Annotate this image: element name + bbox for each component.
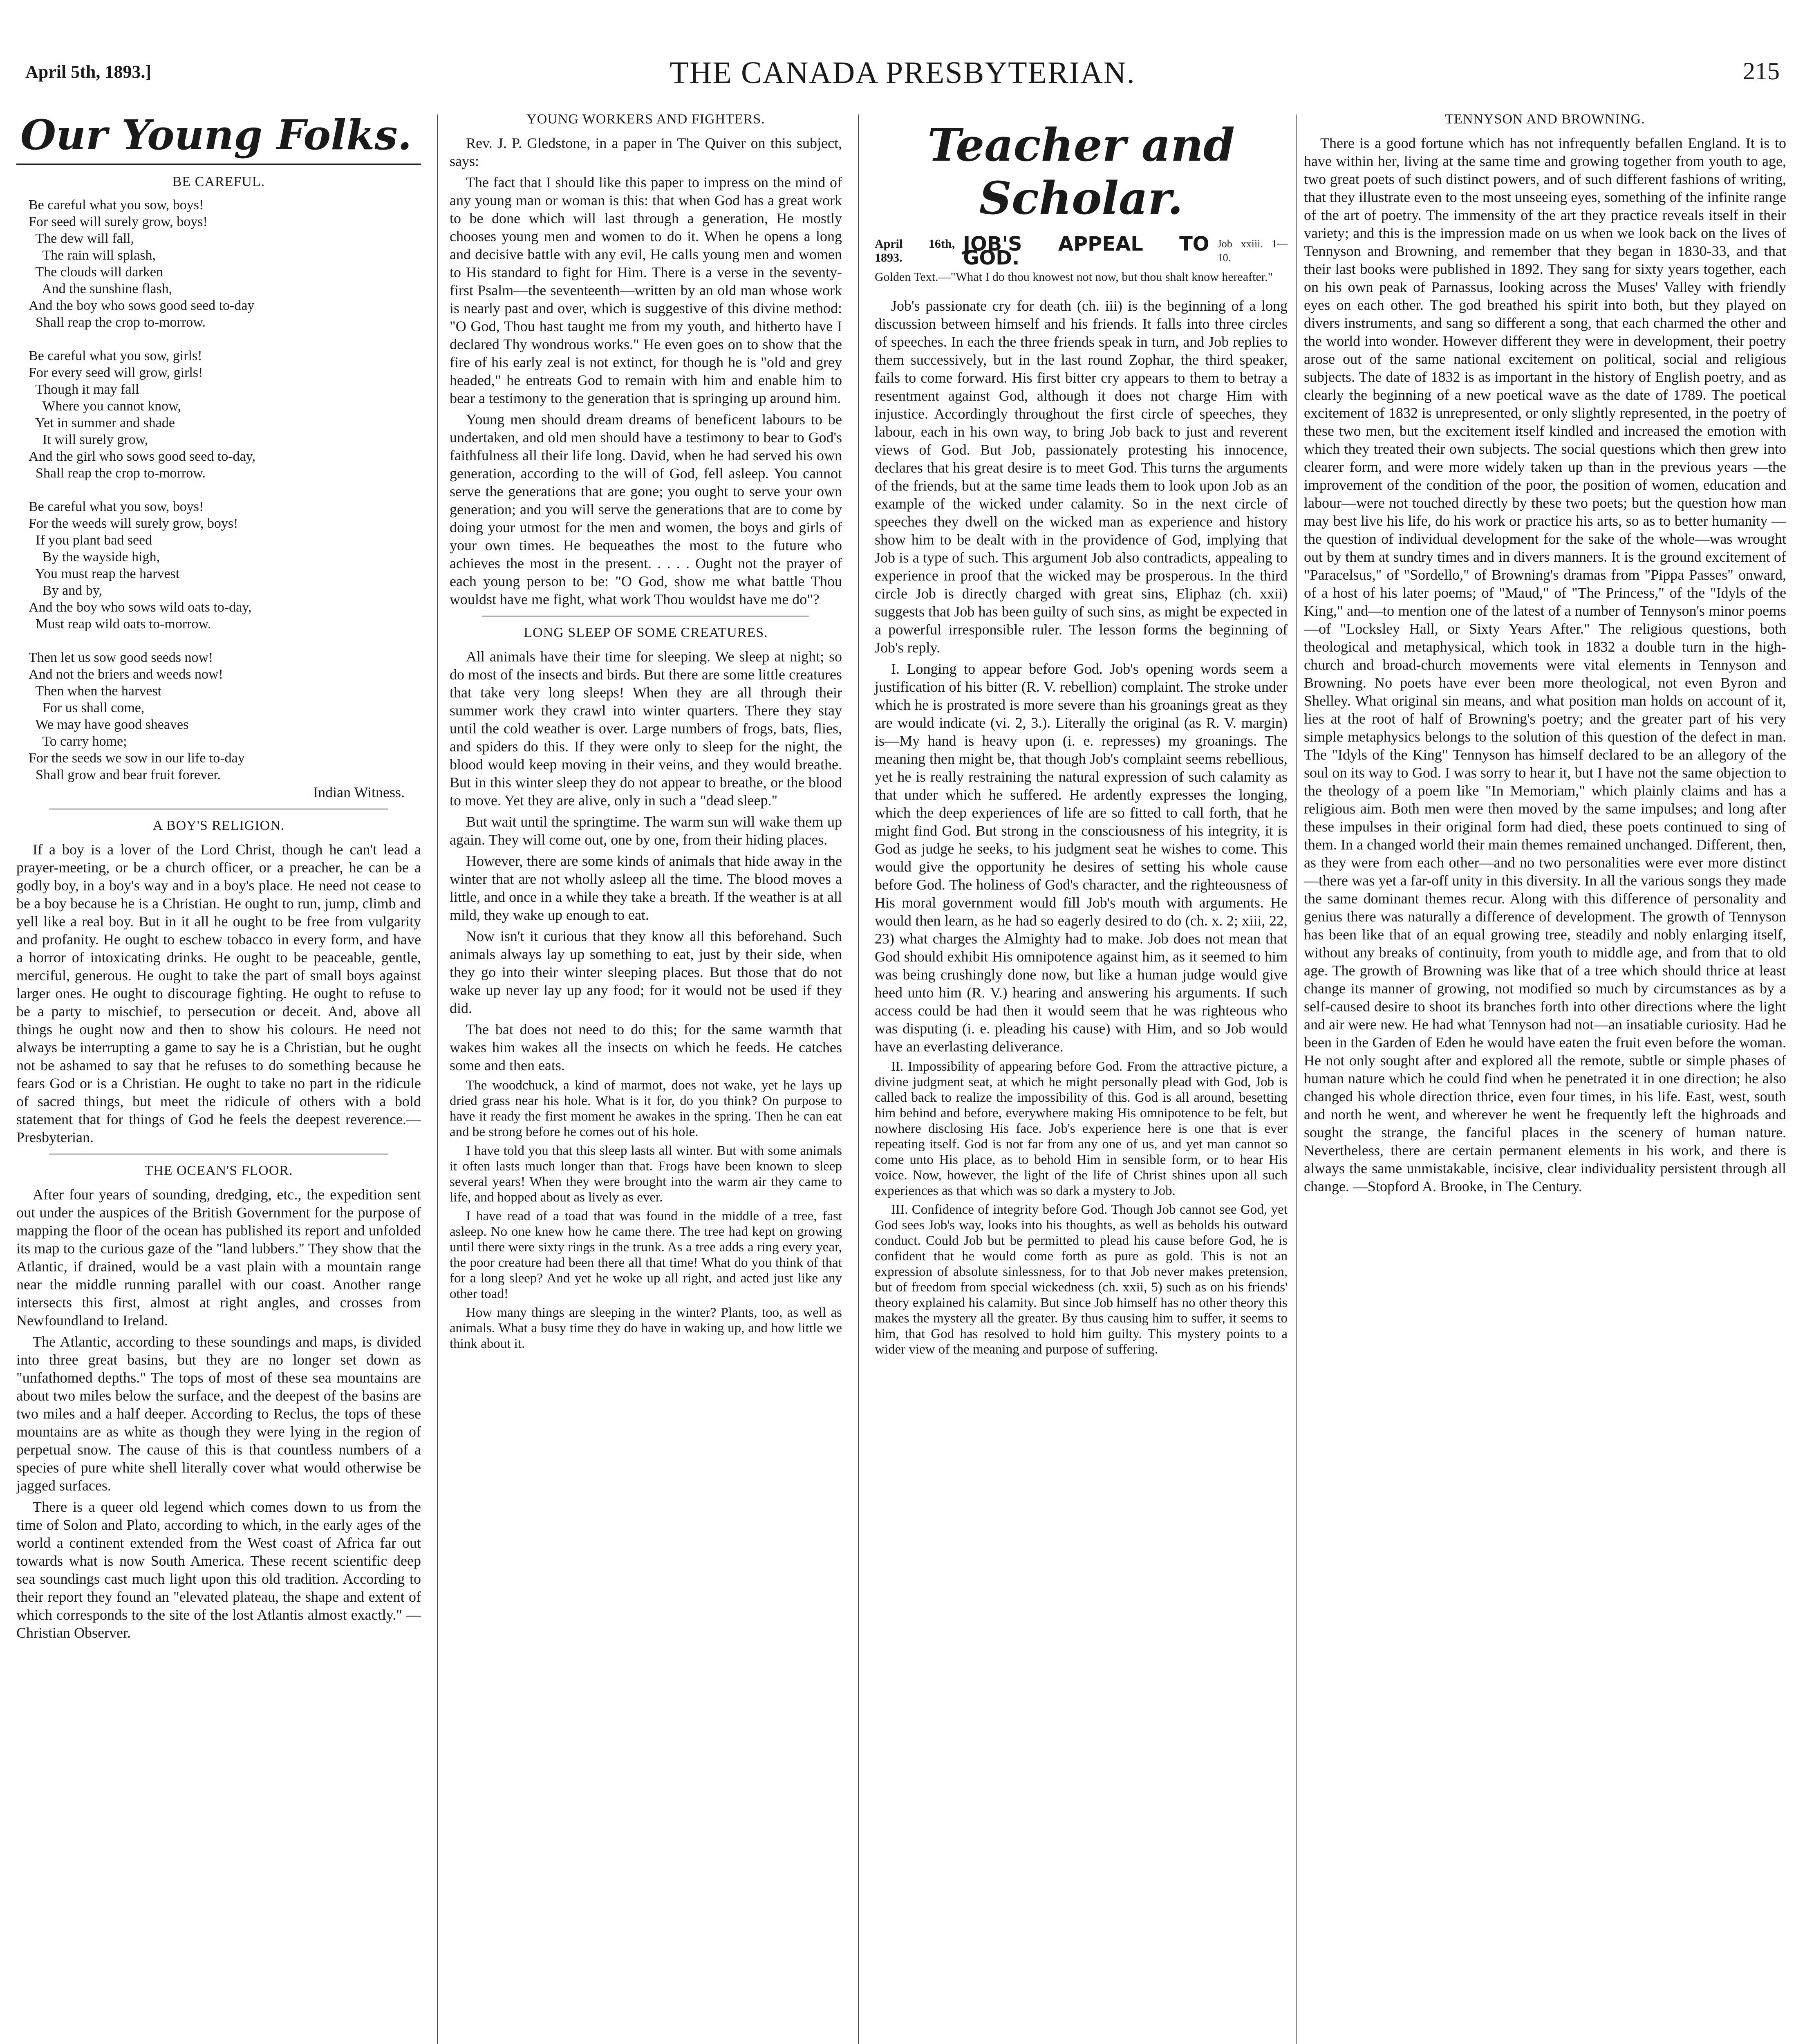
poem-line (29, 632, 421, 649)
poem-line: And not the briers and weeds now! (29, 667, 223, 682)
poem-line: Shall reap the crop to-morrow. (29, 315, 206, 330)
poem-line: For seed will surely grow, boys! (29, 214, 208, 229)
poem (29, 197, 421, 783)
poem-line: And the boy who sows good seed to-day (29, 298, 255, 313)
poem-line: And the girl who sows good seed to-day, (29, 449, 255, 464)
lesson-date: April 16th, 1893. (875, 237, 955, 264)
poem-attribution: Indian Witness. (313, 784, 405, 800)
article-title: A BOY'S RELIGION. (152, 818, 285, 833)
column-divider (437, 114, 438, 2044)
poem-line: By the wayside high, (29, 549, 160, 565)
poem-line: Be careful what you sow, boys! (29, 197, 204, 213)
poem-line: To carry home; (29, 734, 127, 749)
column-2 (450, 110, 842, 1355)
article-paragraph: I have read of a toad that was found in the middle of a tree, fast asleep. No one knew how he came there. The tree had kept on growing until there were sixty rings in the trunk. As a tree adds a ring every year, the poor creature had been there all that time! What do you think of that for a long sleep? And yet he woke up all right, and acted just like any other toad! (450, 1209, 842, 1301)
poem-line: Then when the harvest (29, 684, 162, 699)
poem-line (29, 482, 421, 498)
lesson-header (875, 233, 1288, 269)
poem-line: For the seeds we sow in our life to-day (29, 751, 245, 766)
poem-line: And the boy who sows wild oats to-day, (29, 600, 252, 615)
article-paragraph: Job's passionate cry for death (ch. iii) is the beginning of a long discussion between himself and his friends. It falls into three circles of speeches. In each the three friends speak in turn, and Job replies to them successively, but in the last round Zophar, the third speaker, fails to come forward. His first bitter cry appears to them to betray a resentment against God, although it does not charge Him with injustice. Accordingly throughout the first circle of speeches, they labour, each in his own way, to bring Job back to just and reverent views of God. But Job, passionately protesting his innocence, declares that his great desire is to meet God. This turns the arguments of the friends, but at the same time leads them to look upon Job as an example of the wicked under calamity. So in the next circle of speeches they dwell on the wicked man as experience and history show him to be dealt with in the providence of God, implying that Job is a type of such. This argument Job also contradicts, appealing to experience in proof that the wicked may be prosperous. In the third circle Job is directly charged with great sins, Eliphaz (ch. xxii) suggests that Job has been guilty of such sins, as might be expected in a powerful irresponsible ruler. The lesson forms the beginning of Job's reply. (875, 298, 1288, 656)
article-paragraph: The bat does not need to do this; for the same warmth that wakes him wakes all the insects on which he feeds. He catches some and then eats. (450, 1021, 842, 1074)
article-paragraph: But wait until the springtime. The warm sun will wake them up again. They will come out, one by one, from their hiding places. (450, 814, 842, 848)
article-paragraph: There is a queer old legend which comes down to us from the time of Solon and Plato, according to which, in the early ages of the world a continent extended from the West coast of Africa far out towards what is now South America. These recent scientific deep sea soundings cast much light upon this old tradition. According to their report they found an "elevated plateau, the shape and extent of which corresponds to the site of the lost Atlantis almost exactly." —Christian Observer. (16, 1499, 421, 1641)
section-heading: Our Young Folks. (20, 111, 412, 159)
article-paragraph: I. Longing to appear before God. Job's opening words seem a justification of his bitter (R. V. rebellion) complaint. The stroke under which he is prostrated is more severe than his groanings great as they are would indicate (vi. 2, 3.). Literally the original (as R. V. margin) is—My hand is heavy upon (i. e. represses) my groanings. The meaning then might be, that though Job's complaint seems rebellious, yet he is really restraining the natural expression of such calamity as that under which he suffered. He ardently expresses the longing, which the deep experiences of life are so fitted to call forth, that he might find God. But strong in the consciousness of his integrity, it is God as judge he seeks, to his judgment seat he wishes to come. This would give the opportunity he desires of setting his whole cause before God. The holiness of God's character, and the righteousness of His moral government would fill Job's mouth with arguments. He would then learn, as he had so eagerly desired to do (ch. x. 2; xiii, 22, 23) what charges the Almighty had to make. Job does not mean that God should exhibit His omnipotence against him, as it seemed to him was being crushingly done now, but like a human judge would give heed unto him (R. V.) hearing and answering his arguments. If such access could be had then it would seem that he was righteous who was disputing (i. e. pleading his cause) with Him, and so Job would have an everlasting deliverance. (875, 661, 1288, 1055)
poem-line: For us shall come, (29, 700, 145, 715)
article-paragraph: There is a good fortune which has not infrequently befallen England. It is to have within her, living at the same time and growing together from youth to age, two great poets of such distinct powers, and of such different fashions of writing, that they illustrate even to the most unseeing eyes, something of the infinite range of the art of poetry. The immensity of the art they practice reveals itself in their variety; and this is the impression made on us when we look back on the lives of Tennyson and Browning, and remember that they began in 1830-33, and that their last books were published in 1892. They sang for sixty years together, each on his own peak of Parnassus, looking across the Muses' Valley with friendly eyes on each other. The god breathed his spirit into both, but they played on divers instruments, and sang so different a song, that each charmed the other and the world into wonder. However different they were in development, their poetry arose out of the same national excitement on political, social and religious subjects. The date of 1832 is as important in the history of English poetry, and as clearly the beginning of a new poetical wave as the date of 1789. The poetical excitement of 1832 is unrepresented, or only slightly represented, in the poetry of these two men, but the excitement itself kindled and increased the emotion with which they treated their own subjects. The social questions which then grew into clearer form, and were more widely taken up than in the previous years —the improvement of the condition of the poor, the position of women, education and labour—were not touched directly by these two poets; but the question how man may best live his life, do his work or practice his arts, so as to better humanity —the question of individual development for the sake of the whole—was wrought out by them at sundry times and in divers manners. It is the ground excitement of "Paracelsus," of "Sordello," of Browning's dramas from "Pippa Passes" onward, of a host of his later poems; of "Maud," of "The Princess," of the "Idyls of the King," and—to mention one of the latest of a number of Tennyson's minor poems—of "Locksley Hall, or Sixty Years After." The religious questions, both theological and metaphysical, which took in 1832 a double turn in the high-church and broad-church movements were vital elements in Tennyson and Browning. No poets have ever been more theological, not even Byron and Shelley. What original sin means, and what position man holds on account of it, lies at the root of half of Browning's poetry; and the greater part of his very simple metaphysics belongs to the solution of this question of the defect in man. The "Idyls of the King" Tennyson has himself declared to be an allegory of the soul on its way to God. I was sorry to hear it, but I have not the same objection to the theology of a poem like "In Memoriam," which plainly claims and has a religious aim. Both men were then moved by the same impulses; and long after these impulses in their original form had died, these poets continued to sing of them. In a changed world their main themes remained unchanged. Different, then, as they were from each other—and no two personalities were ever more distinct—there was yet a far-off unity in this diversity. In all the various songs they made the same dominant themes recur. Along with this difference of personality and genius there was naturally a difference of development. The growth of Tennyson has been like that of an equal growing tree, steadily and nobly enlarging itself, without any breaks of continuity, from youth to middle age, and from that to old age. The growth of Browning was like that of a tree which should thrice at least change its manner of growing, not modified so much by circumstances as by a self-caused desire to shoot its branches forth into other directions where the light and air were new. He had what Tennyson had not—an insatiable curiosity. Had he been in the Garden of Eden he would have eaten the fruit even before the woman. He not only sought after and explored all the remote, subtle or simple phases of human nature which he could find when he penetrated it in one direction; he also changed his whole direction thrice, even four times, in his life. East, west, south and north he went, and wherever he went he frequently left the highroads and sought the strange, the fanciful places in the scenery of human nature. Nevertheless, there are certain permanent elements in his work, and there is always the same unmistakable, incisive, clear individuality persistent through all change. —Stopford A. Brooke, in The Century. (1304, 135, 1786, 1195)
poem-line: The clouds will darken (29, 264, 163, 280)
article-paragraph: All animals have their time for sleeping. We sleep at night; so do most of the insects and birds. But there are some little creatures that take very long sleeps! When they are all through their summer work they crawl into winter quarters. There they stay until the cold weather is over. Large numbers of frogs, bats, flies, and spiders do this. If they were only to sleep for the night, the blood would keep moving in their veins, and they would breathe. But in this winter sleep they do not appear to breathe, or the blood to move. Yet they are alive, only in such a "dead sleep." (450, 648, 842, 809)
poem-line: Shall reap the crop to-morrow. (29, 466, 206, 481)
lesson-reference: Job xxiii. 1—10. (1217, 238, 1288, 264)
article-title: BE CAREFUL. (172, 174, 265, 189)
article-paragraph: The Atlantic, according to these soundings and maps, is divided into three great basins, but they are no longer set down as "unfathomed depths." The tops of most of these sea mountains are about two miles below the surface, and the deepest of the basins are two miles and a half deeper. According to Reclus, the tops of these mountains are as white as though they were lying in the region of perpetual snow. The cause of this is that countless numbers of a species of pure white shell literally cover what would otherwise be jagged surfaces. (16, 1334, 421, 1494)
article-paragraph: I have told you that this sleep lasts all winter. But with some animals it often lasts much longer than that. Frogs have been known to sleep several years! When they were brought into the warm air they came to life, and hopped about as lively as ever. (450, 1143, 842, 1205)
article-paragraph: II. Impossibility of appearing before God. From the attractive picture, a divine judgment seat, at which he might personally plead with God, Job is called back to realize the impossibility of this. God is all around, besetting him behind and before, everywhere making His omnipotence to be felt, but nowhere disclosing His face. Job's experience here is one that is ever repeating itself. God is not far from any one of us, and yet man cannot so come unto His place, as to behold Him in sensible form, or to hear His voice. Now, however, the light of the life of Christ shines upon all such experiences as that which was so dark a mystery to Job. (875, 1059, 1288, 1198)
poem-line: You must reap the harvest (29, 566, 180, 581)
poem-line: For the weeds will surely grow, boys! (29, 516, 238, 531)
page-number: 215 (1743, 58, 1780, 85)
poem-line (29, 331, 421, 347)
column-1 (16, 110, 421, 1645)
article-paragraph: If a boy is a lover of the Lord Christ, though he can't lead a prayer-meeting, or be a church officer, or a preacher, he can be a godly boy, in a boy's way and in a boy's place. He need not cease to be a boy because he is a Christian. He ought to run, jump, climb and yell like a real boy. But in it all he ought to be free from vulgarity and profanity. He ought to eschew tobacco in every form, and have a horror of intoxicating drinks. He ought to be peaceable, gentle, merciful, generous. He ought to take the part of small boys against larger ones. He ought to discourage fighting. He ought to refuse to be a party to mischief, to persecution or deceit. And, above all things he ought now and then to show his colours. He need not always be interrupting a game to say he is a Christian, but he ought not be ashamed to say that he refuses to do something because he fears God or is a Christian. He ought to take no part in the ridicule of sacred things, but meet the ridicule of others with a bold statement that for things of God he feels the deepest reverence.—Presbyterian. (16, 841, 421, 1145)
column-3 (875, 110, 1288, 1360)
article-paragraph: However, there are some kinds of animals that hide away in the winter that are not wholly asleep all the time. The blood moves a little, and once in a while they take a breath. If the weather is at all mild, they wake up enough to eat. (450, 853, 842, 923)
article-paragraph: After four years of sounding, dredging, etc., the expedition sent out under the auspices of the British Government for the purpose of mapping the floor of the ocean has published its report and unfolded its map to the curious gaze of the "land lubbers." They show that the Atlantic, if drained, would be a vast plain with a mountain range near the middle running parallel with our coast. Another range intersects this first, almost at right angles, and crosses from Newfoundland to Ireland. (16, 1186, 421, 1329)
column-4 (1304, 110, 1786, 1199)
article-paragraph: The fact that I should like this paper to impress on the mind of any young man or woman is this: that when God has a great work to be done which will last through a generation, He mostly chooses young men and women to do it. When he opens a long and decisive battle with any evil, He calls young men and women to His standard to fight for Him. There is a verse in the seventy-first Psalm—the seventeenth—written by an old man whose work is nearly past and over, which is suggestive of this divine method: "O God, Thou hast taught me from my youth, and hitherto have I declared Thy wondrous works." He even goes on to show that the fire of his early zeal is not extinct, for though he is "old and grey headed," he entreats God to remain with him and enable him to bear a testimony to the generation that is springing up around him. (450, 174, 842, 406)
poem-line: Then let us sow good seeds now! (29, 650, 213, 665)
article-title: YOUNG WORKERS AND FIGHTERS. (526, 112, 765, 127)
poem-line: The rain will splash, (29, 248, 156, 263)
poem-line: We may have good sheaves (29, 717, 189, 732)
poem-line: The dew will fall, (29, 231, 134, 246)
article-paragraph: The woodchuck, a kind of marmot, does not wake, yet he lays up dried grass near his hole. What is it for, do you think? On purpose to have it ready the first moment he awakes in the spring. Then he can eat and be strong before he comes out of his hole. (450, 1078, 842, 1139)
poem-line: And the sunshine flash, (29, 281, 172, 296)
poem-line: If you plant bad seed (29, 533, 152, 548)
poem-line: It will surely grow, (29, 432, 148, 447)
golden-text: Golden Text.—"What I do thou knowest not now, but thou shalt know hereafter." (875, 270, 1273, 284)
section-rule (16, 164, 421, 165)
poem-line: By and by, (29, 583, 103, 598)
article-paragraph: Young men should dream dreams of beneficent labours to be undertaken, and old men should have a testimony to bear to God's faithfulness all their life long. David, when he had served his own generation, according to the will of God, fell asleep. You cannot serve the generations that are gone; you ought to serve your own generation; and you will serve the generations that are to come by doing your utmost for the men and women, the boys and girls of your own times. He bequeathes the most to the future who achieves the most in the present. . . . . Ought not the prayer of each young person to be: "O God, show me what battle Thou wouldst have me fight, what work Thou wouldst have me do"? (450, 411, 842, 607)
poem-line: Yet in summer and shade (29, 415, 175, 430)
poem-line: Be careful what you sow, girls! (29, 348, 202, 363)
article-paragraph: Now isn't it curious that they know all this beforehand. Such animals always lay up something to eat, just by their side, when they go into their winter sleeping places. But those that do not wake up never lay up any food; for it would not be used if they did. (450, 928, 842, 1016)
poem-line: Shall grow and bear fruit forever. (29, 767, 221, 782)
article-paragraph: How many things are sleeping in the winter? Plants, too, as well as animals. What a busy time they do have in waking up, and how little we think about it. (450, 1305, 842, 1351)
article-title: TENNYSON AND BROWNING. (1445, 112, 1645, 127)
article-paragraph: Rev. J. P. Gledstone, in a paper in The Quiver on this subject, says: (450, 135, 842, 169)
poem-line: Be careful what you sow, boys! (29, 499, 204, 514)
section-heading: Teacher and Scholar. (927, 119, 1235, 224)
article-title: THE OCEAN'S FLOOR. (144, 1163, 293, 1178)
article-paragraph: III. Confidence of integrity before God. Though Job cannot see God, yet God sees Job's way, looks into his thoughts, as well as beholds his outward conduct. Could Job but be permitted to plead his cause before God, he is confident that he would come forth as pure as gold. This is not an expression of absolute sinlessness, for to that Job never makes pretension, but of freedom from special wickedness (ch. xxii, 5) such as on his friends' theory explained his calamity. But since Job himself has no other theory this makes the mystery all the greater. By thus causing him to suffer, it seems to him, that God has resolved to hold him guilty. This mystery points to a wider view of the meaning and purpose of suffering. (875, 1202, 1288, 1357)
column-divider (1296, 114, 1297, 2044)
poem-line: Where you cannot know, (29, 399, 181, 414)
poem-line: Though it may fall (29, 382, 139, 397)
lesson-title: JOB'S APPEAL TO GOD. (963, 233, 1209, 269)
masthead-title: THE CANADA PRESBYTERIAN. (670, 56, 1135, 90)
issue-date: April 5th, 1893.] (25, 62, 151, 82)
poem-line: For every seed will grow, girls! (29, 365, 203, 380)
poem-line: Must reap wild oats to-morrow. (29, 616, 211, 632)
article-title: LONG SLEEP OF SOME CREATURES. (524, 625, 768, 640)
column-divider (858, 114, 859, 2044)
